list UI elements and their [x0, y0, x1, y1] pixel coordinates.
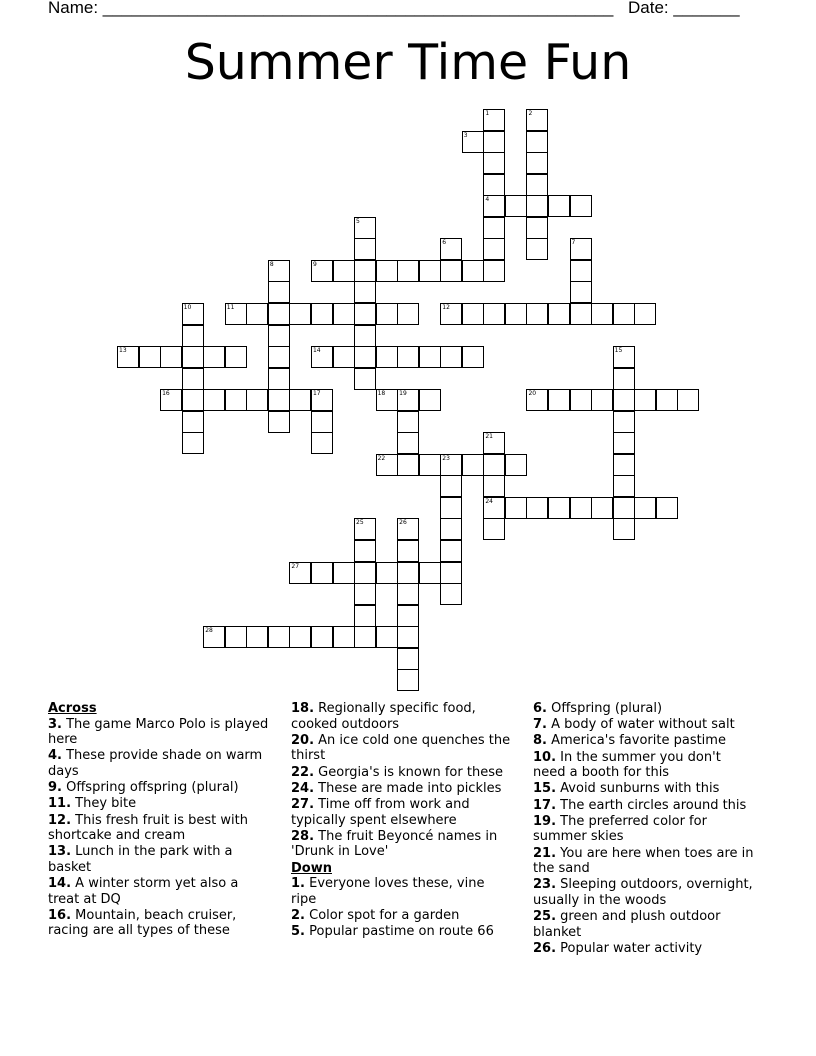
- grid-cell[interactable]: [613, 497, 635, 519]
- grid-cell[interactable]: [397, 454, 419, 476]
- clue-number: 28: [205, 627, 213, 635]
- grid-cell[interactable]: [354, 583, 376, 605]
- grid-cell[interactable]: [613, 368, 635, 390]
- grid-cell[interactable]: [462, 454, 484, 476]
- clue-item: [533, 909, 755, 940]
- page-title: Summer Time Fun: [184, 34, 632, 91]
- grid-cell[interactable]: [570, 260, 592, 282]
- grid-cell[interactable]: [225, 346, 247, 368]
- grid-cell[interactable]: [591, 303, 613, 325]
- grid-cell[interactable]: [505, 497, 527, 519]
- clue-item: [291, 797, 513, 828]
- clue-item: [533, 717, 755, 733]
- clue-number: 3.: [48, 716, 62, 732]
- clue-item: [533, 798, 755, 814]
- clue-number: 14: [312, 347, 321, 355]
- grid-cell[interactable]: [268, 281, 290, 303]
- grid-cell[interactable]: [440, 475, 462, 497]
- grid-cell[interactable]: [462, 303, 484, 325]
- grid-cell[interactable]: [354, 626, 376, 648]
- grid-cell[interactable]: [613, 518, 635, 540]
- grid-cell[interactable]: [526, 217, 548, 239]
- grid-cell[interactable]: [225, 303, 247, 325]
- clue-number: 22: [377, 454, 386, 462]
- grid-cell[interactable]: [268, 346, 290, 368]
- grid-cell[interactable]: [160, 346, 182, 368]
- grid-cell[interactable]: [634, 303, 656, 325]
- grid-cell[interactable]: [354, 605, 376, 627]
- clue-item: [48, 717, 270, 748]
- clue-number: 21: [485, 433, 493, 441]
- clue-number: 12: [442, 303, 450, 311]
- grid-cell[interactable]: [311, 626, 333, 648]
- grid-cell[interactable]: [483, 303, 505, 325]
- clue-number: 8.: [533, 733, 547, 749]
- grid-cell[interactable]: [225, 626, 247, 648]
- grid-cell[interactable]: [268, 260, 290, 282]
- clue-item: [533, 750, 755, 781]
- clue-item: [291, 908, 513, 924]
- clue-item: [533, 733, 755, 749]
- clue-number: 24.: [291, 780, 315, 796]
- grid-cell[interactable]: [440, 303, 462, 325]
- grid-cell[interactable]: [246, 389, 268, 411]
- clue-number: 28.: [291, 828, 315, 844]
- grid-cell[interactable]: [311, 411, 333, 433]
- grid-cell[interactable]: [483, 475, 505, 497]
- clue-item: [291, 876, 513, 907]
- grid-cell[interactable]: [634, 389, 656, 411]
- clue-number: 6.: [533, 701, 547, 716]
- grid-cell[interactable]: [397, 583, 419, 605]
- grid-cell[interactable]: [483, 109, 505, 131]
- grid-cell[interactable]: [397, 518, 419, 540]
- clue-number: 1: [485, 110, 490, 117]
- grid-cell[interactable]: [354, 238, 376, 260]
- grid-cell[interactable]: [634, 497, 656, 519]
- clue-number: 24: [485, 497, 493, 505]
- grid-cell[interactable]: [440, 238, 462, 260]
- grid-cell[interactable]: [182, 389, 204, 411]
- clue-item: [48, 748, 270, 779]
- grid-cell[interactable]: [462, 131, 484, 153]
- grid-cell[interactable]: [333, 303, 355, 325]
- grid-cell[interactable]: [397, 648, 419, 670]
- grid-cell[interactable]: [526, 303, 548, 325]
- grid-cell[interactable]: [354, 368, 376, 390]
- grid-cell[interactable]: [289, 626, 311, 648]
- grid-cell[interactable]: [139, 346, 161, 368]
- grid-cell[interactable]: [656, 389, 678, 411]
- grid-cell[interactable]: [613, 454, 635, 476]
- grid-cell[interactable]: [354, 325, 376, 347]
- grid-cell[interactable]: [613, 346, 635, 368]
- grid-cell[interactable]: [182, 303, 204, 325]
- grid-cell[interactable]: [440, 562, 462, 584]
- grid-cell[interactable]: [246, 626, 268, 648]
- clue-text: The game Marco Polo is played here: [48, 716, 269, 748]
- clue-number: 9: [312, 260, 317, 268]
- grid-cell[interactable]: [182, 411, 204, 433]
- grid-cell[interactable]: [483, 217, 505, 239]
- grid-cell[interactable]: [397, 411, 419, 433]
- clue-number: 25.: [533, 909, 557, 925]
- grid-cell[interactable]: [483, 432, 505, 454]
- grid-cell[interactable]: [440, 518, 462, 540]
- grid-cell[interactable]: [311, 562, 333, 584]
- grid-cell[interactable]: [397, 605, 419, 627]
- grid-cell[interactable]: [505, 195, 527, 217]
- clue-item: [48, 844, 270, 875]
- grid-cell[interactable]: [483, 195, 505, 217]
- clue-item: [291, 733, 513, 764]
- grid-cell[interactable]: [376, 260, 398, 282]
- clue-number: 18.: [291, 701, 315, 716]
- clue-item: [291, 701, 513, 732]
- grid-cell[interactable]: [548, 389, 570, 411]
- grid-cell[interactable]: [440, 540, 462, 562]
- grid-cell[interactable]: [419, 454, 441, 476]
- grid-cell[interactable]: [268, 626, 290, 648]
- grid-cell[interactable]: [419, 346, 441, 368]
- clue-item: [533, 877, 755, 908]
- grid-cell[interactable]: [483, 497, 505, 519]
- clue-number: 19.: [533, 813, 557, 829]
- clue-item: [533, 701, 755, 717]
- clue-item: [533, 781, 755, 797]
- grid-cell[interactable]: [440, 454, 462, 476]
- grid-cell[interactable]: [376, 626, 398, 648]
- clue-text: These provide shade on warm days: [48, 748, 263, 779]
- grid-cell[interactable]: [483, 152, 505, 174]
- grid-cell[interactable]: [591, 389, 613, 411]
- grid-cell[interactable]: [397, 346, 419, 368]
- clue-text: Mountain, beach cruiser, racing are all types of these: [48, 907, 237, 939]
- clue-item: [291, 765, 513, 781]
- grid-cell[interactable]: [182, 346, 204, 368]
- grid-cell[interactable]: [354, 260, 376, 282]
- grid-cell[interactable]: [354, 562, 376, 584]
- clue-text: Popular pastime on route 66: [304, 924, 494, 940]
- clue-number: 22.: [291, 764, 315, 780]
- grid-cell[interactable]: [440, 346, 462, 368]
- grid-cell[interactable]: [397, 626, 419, 648]
- grid-cell[interactable]: [203, 389, 225, 411]
- name-field[interactable]: Name: ______________________________________________________: [48, 0, 614, 17]
- grid-cell[interactable]: [505, 454, 527, 476]
- clue-column-2: [291, 701, 513, 940]
- grid-cell[interactable]: [483, 238, 505, 260]
- clue-text: The fruit Beyoncé names in 'Drunk in Love': [291, 828, 498, 860]
- grid-cell[interactable]: [440, 583, 462, 605]
- grid-cell[interactable]: [397, 540, 419, 562]
- clue-number: 25: [356, 519, 364, 527]
- grid-cell[interactable]: [526, 109, 548, 131]
- clue-item: [533, 814, 755, 845]
- clue-item: [48, 813, 270, 844]
- clue-text: Popular water activity: [556, 940, 703, 956]
- grid-cell[interactable]: [268, 368, 290, 390]
- clue-number: 26: [399, 519, 407, 527]
- clue-number: 21.: [533, 845, 557, 861]
- grid-cell[interactable]: [570, 389, 592, 411]
- across-heading: Across: [48, 701, 97, 716]
- clue-text: Lunch in the park with a basket: [48, 844, 233, 875]
- clue-text: Avoid sunburns with this: [556, 781, 720, 797]
- grid-cell[interactable]: [397, 389, 419, 411]
- grid-cell[interactable]: [246, 303, 268, 325]
- grid-cell[interactable]: [526, 131, 548, 153]
- grid-cell[interactable]: [354, 540, 376, 562]
- clue-number: 27: [291, 562, 300, 570]
- grid-cell[interactable]: [613, 411, 635, 433]
- grid-cell[interactable]: [311, 389, 333, 411]
- clue-number: 14.: [48, 876, 72, 892]
- grid-cell[interactable]: [311, 432, 333, 454]
- clue-text: Everyone loves these, vine ripe: [291, 876, 485, 907]
- grid-cell[interactable]: [483, 518, 505, 540]
- clue-item: [291, 781, 513, 797]
- clue-column-1: [48, 701, 270, 940]
- grid-cell[interactable]: [570, 303, 592, 325]
- clue-text: This fresh fruit is best with shortcake and cream: [48, 812, 248, 844]
- grid-cell[interactable]: [289, 303, 311, 325]
- grid-cell[interactable]: [376, 389, 398, 411]
- clue-text: Color spot for a garden: [304, 907, 460, 923]
- grid-cell[interactable]: [160, 389, 182, 411]
- clue-number: 17: [312, 390, 321, 398]
- clue-number: 2: [528, 110, 533, 117]
- clue-number: 15: [614, 347, 623, 355]
- clue-number: 9.: [48, 780, 62, 796]
- grid-cell[interactable]: [440, 260, 462, 282]
- clue-text: An ice cold one quenches the thirst: [291, 732, 511, 764]
- grid-cell[interactable]: [570, 281, 592, 303]
- grid-cell[interactable]: [376, 454, 398, 476]
- clue-number: 17.: [533, 797, 557, 813]
- grid-cell[interactable]: [419, 260, 441, 282]
- grid-cell[interactable]: [397, 669, 419, 691]
- clue-number: 1.: [291, 876, 305, 892]
- clue-item: [291, 829, 513, 860]
- clue-number: 16: [162, 390, 170, 398]
- grid-cell[interactable]: [333, 346, 355, 368]
- clue-number: 16.: [48, 907, 72, 923]
- grid-cell[interactable]: [182, 325, 204, 347]
- clue-text: You are here when toes are in the sand: [533, 845, 754, 877]
- grid-cell[interactable]: [311, 303, 333, 325]
- clue-item: [533, 846, 755, 877]
- grid-cell[interactable]: [268, 303, 290, 325]
- grid-cell[interactable]: [225, 389, 247, 411]
- grid-cell[interactable]: [526, 174, 548, 196]
- grid-cell[interactable]: [397, 432, 419, 454]
- grid-cell[interactable]: [289, 389, 311, 411]
- clue-number: 13.: [48, 844, 72, 860]
- clue-text: The earth circles around this: [556, 797, 747, 813]
- grid-cell[interactable]: [354, 346, 376, 368]
- grid-cell[interactable]: [117, 346, 139, 368]
- clue-number: 15.: [533, 781, 557, 797]
- grid-cell[interactable]: [570, 238, 592, 260]
- grid-cell[interactable]: [613, 432, 635, 454]
- clue-number: 11.: [48, 796, 72, 812]
- grid-cell[interactable]: [354, 217, 376, 239]
- grid-cell[interactable]: [526, 238, 548, 260]
- grid-cell[interactable]: [505, 303, 527, 325]
- grid-cell[interactable]: [376, 303, 398, 325]
- clue-text: Georgia's is known for these: [314, 764, 503, 780]
- grid-cell[interactable]: [397, 562, 419, 584]
- clue-number: 13: [119, 347, 127, 355]
- grid-cell[interactable]: [548, 195, 570, 217]
- grid-cell[interactable]: [311, 346, 333, 368]
- clue-text: Regionally specific food, cooked outdoors: [291, 701, 476, 732]
- clue-column-3: [533, 701, 755, 957]
- grid-cell[interactable]: [613, 475, 635, 497]
- grid-cell[interactable]: [613, 303, 635, 325]
- clue-text: In the summer you don't need a booth for this: [533, 749, 721, 781]
- clue-number: 10.: [533, 749, 557, 765]
- clue-number: 11: [226, 303, 235, 311]
- grid-cell[interactable]: [289, 562, 311, 584]
- clue-number: 10: [183, 303, 192, 311]
- date-field[interactable]: Date: _______: [628, 0, 740, 17]
- clue-item: [48, 876, 270, 907]
- clue-item: [48, 796, 270, 812]
- grid-cell[interactable]: [591, 497, 613, 519]
- clue-text: America's favorite pastime: [546, 733, 726, 749]
- grid-cell[interactable]: [354, 303, 376, 325]
- grid-cell[interactable]: [526, 152, 548, 174]
- clue-number: 5.: [291, 924, 305, 940]
- clue-number: 27.: [291, 796, 315, 812]
- clue-number: 20: [528, 390, 537, 398]
- grid-cell[interactable]: [182, 368, 204, 390]
- grid-cell[interactable]: [440, 497, 462, 519]
- grid-cell[interactable]: [203, 626, 225, 648]
- grid-cell[interactable]: [548, 303, 570, 325]
- grid-cell[interactable]: [462, 260, 484, 282]
- clue-number: 26.: [533, 940, 557, 956]
- clue-number: 2.: [291, 907, 305, 923]
- clue-number: 20.: [291, 732, 315, 748]
- down-heading: Down: [291, 860, 332, 876]
- grid-cell[interactable]: [268, 389, 290, 411]
- grid-cell[interactable]: [526, 195, 548, 217]
- clue-number: 4.: [48, 748, 62, 764]
- clue-number: 8: [269, 260, 274, 268]
- clue-text: These are made into pickles: [314, 780, 502, 796]
- grid-cell[interactable]: [397, 303, 419, 325]
- clue-text: green and plush outdoor blanket: [533, 909, 721, 940]
- clue-item: [48, 780, 270, 796]
- clue-number: 6: [442, 239, 447, 247]
- clue-text: Offspring (plural): [546, 701, 663, 716]
- clue-text: They bite: [71, 796, 137, 812]
- clue-number: 19: [399, 390, 407, 398]
- grid-cell[interactable]: [268, 411, 290, 433]
- grid-cell[interactable]: [354, 281, 376, 303]
- grid-cell[interactable]: [333, 626, 355, 648]
- grid-cell[interactable]: [268, 325, 290, 347]
- grid-cell[interactable]: [613, 389, 635, 411]
- clue-text: Sleeping outdoors, overnight, usually in the woods: [533, 877, 753, 908]
- grid-cell[interactable]: [397, 260, 419, 282]
- clue-item: [48, 908, 270, 939]
- grid-cell[interactable]: [333, 562, 355, 584]
- grid-cell[interactable]: [677, 389, 699, 411]
- clue-item: [533, 941, 755, 957]
- clue-number: 7: [571, 239, 576, 247]
- grid-cell[interactable]: [483, 260, 505, 282]
- grid-cell[interactable]: [570, 497, 592, 519]
- grid-cell[interactable]: [462, 346, 484, 368]
- grid-cell[interactable]: [182, 432, 204, 454]
- grid-cell[interactable]: [483, 131, 505, 153]
- clue-number: 5: [356, 217, 360, 225]
- grid-cell[interactable]: [354, 518, 376, 540]
- grid-cell[interactable]: [656, 497, 678, 519]
- grid-cell[interactable]: [419, 389, 441, 411]
- clue-item: [291, 924, 513, 940]
- clue-text: Offspring offspring (plural): [61, 780, 239, 796]
- grid-cell[interactable]: [570, 195, 592, 217]
- grid-cell[interactable]: [483, 174, 505, 196]
- grid-cell[interactable]: [526, 389, 548, 411]
- clue-number: 18: [377, 390, 386, 398]
- grid-cell[interactable]: [203, 346, 225, 368]
- clue-text: A body of water without salt: [546, 717, 735, 733]
- clue-number: 3: [463, 131, 468, 139]
- grid-cell[interactable]: [483, 454, 505, 476]
- grid-cell[interactable]: [419, 562, 441, 584]
- grid-cell[interactable]: [376, 346, 398, 368]
- grid-cell[interactable]: [548, 497, 570, 519]
- clue-text: The preferred color for summer skies: [533, 813, 707, 845]
- clue-number: 23: [442, 454, 450, 462]
- clue-number: 12.: [48, 812, 72, 828]
- grid-cell[interactable]: [376, 562, 398, 584]
- clue-number: 7.: [533, 717, 547, 733]
- clue-text: A winter storm yet also a treat at DQ: [48, 876, 239, 907]
- grid-cell[interactable]: [311, 260, 333, 282]
- clue-number: 23.: [533, 877, 557, 893]
- clue-text: Time off from work and typically spent elsewhere: [291, 796, 470, 828]
- clue-number: 4: [485, 196, 490, 204]
- grid-cell[interactable]: [333, 260, 355, 282]
- grid-cell[interactable]: [526, 497, 548, 519]
